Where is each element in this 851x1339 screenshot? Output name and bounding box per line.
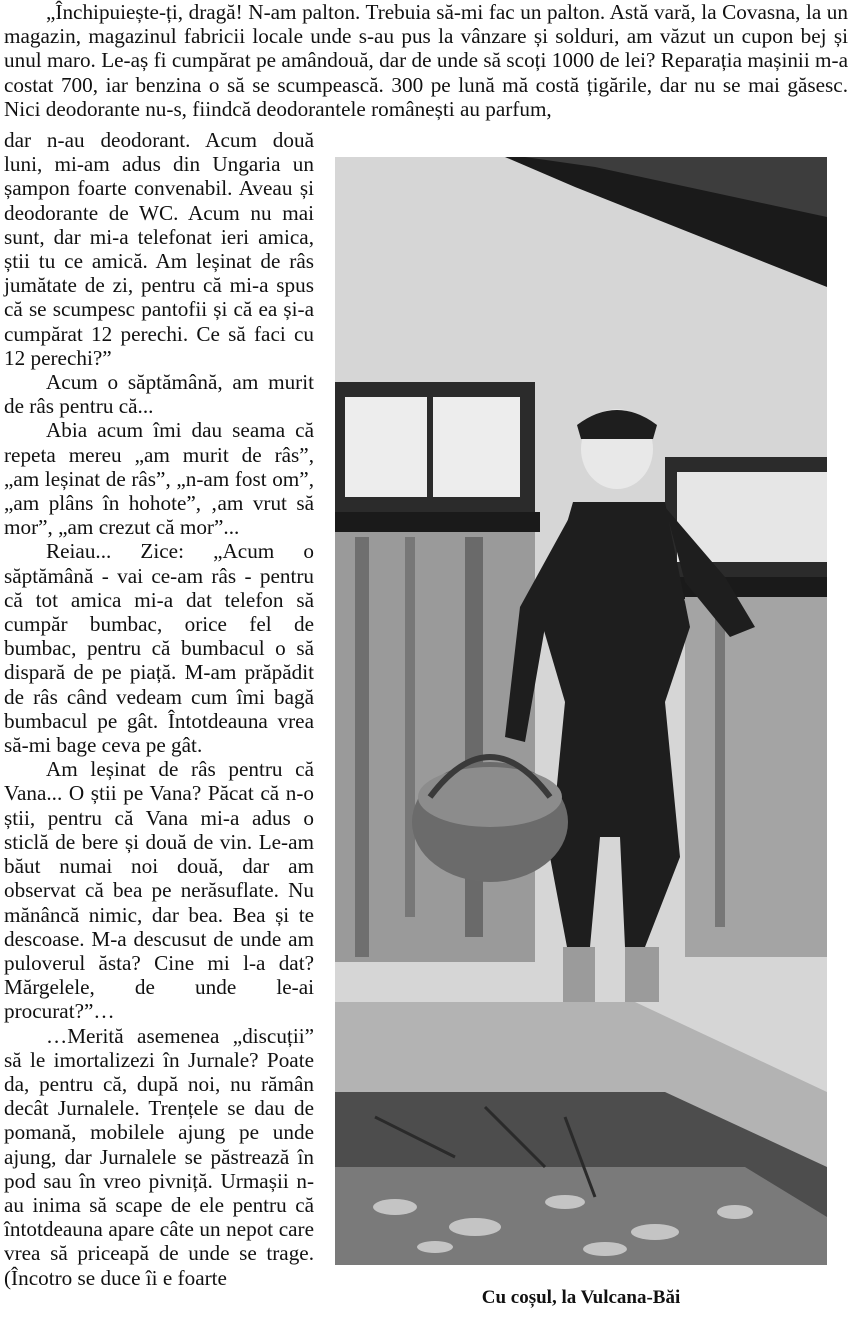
- photo-wall-streak: [715, 597, 725, 927]
- photo-wall-streak: [355, 537, 369, 957]
- photo-boot-left: [563, 947, 595, 1002]
- photograph: [335, 157, 827, 1265]
- top-paragraph: „Închipuiește-ți, dragă! N-am palton. Trebuia să-mi fac un palton. Astă vară, la Covasna, la un magazin, magazinul fabricii locale unde s-au pus la vânzare și solduri, am văzut un cupon bej și unul maro. Le-aș fi cumpărat pe amândouă, dar de unde să scoți 1000 de lei? Reparația mașinii m-a costat 700, iar benzina o să se scumpească. 300 pe lună mă costă țigările, dar nu se mai găsesc. Nici deodorante nu-s, fiindcă deodorantele românești au parfum,: [4, 0, 848, 121]
- photo-boot-right: [625, 947, 659, 1002]
- column-paragraph: …Merită asemenea „discuții” să le imortalizezi în Jurnale? Poate da, pentru că, după noi, nu rămân decât Jurnalele. Trențele se dau de pomană, mobilele ajung pe unde ajung, dar Jurnalele se păstrează în pod sau în vreo pivniță. Urmașii n-au inima să scape de ele pentru că întotdeauna apare câte un nepot care vrea să priceapă de unde se trage. (Încotro se duce îi e foarte: [4, 1023, 314, 1290]
- photo-gravel: [335, 1167, 827, 1265]
- column-paragraph: dar n-au deodorant. Acum două luni, mi-am adus din Ungaria un șampon foarte convenabil. Aveau și deodorante de WC. Acum nu mai sunt, dar mi-a telefonat ieri amica, știi tu ce amică. Am leșinat de râs jumătate de zi, pentru că mi-a spus că se scumpesc pantofii și că ea și-a cumpărat 12 perechi. Ce să faci cu 12 perechi?”: [4, 128, 314, 370]
- photo-wall-stain-right: [685, 597, 827, 957]
- photo-illustration: [335, 157, 827, 1265]
- photo-basket-rim: [418, 767, 562, 827]
- photo-caption: Cu coșul, la Vulcana-Băi: [481, 1287, 681, 1308]
- column-paragraph: Acum o săptămână, am murit de râs pentru că...: [4, 370, 314, 419]
- top-paragraph-block: [4, 0, 848, 121]
- photo-wall-streak: [405, 537, 415, 917]
- text-column: [4, 128, 314, 1290]
- photo-window-sill: [335, 512, 540, 532]
- column-paragraph: Reiau... Zice: „Acum o săptămână - vai ce-am râs - pentru că tot amica mi-a dat telefon să cumpăr bumbac, orice fel de bumbac, pentru că bumbacul o să dispară de pe piață. M-am prăpădit de râs când vedeam cum îmi bagă bumbacul pe gât. Întotdeauna vrea să-mi bage ceva pe gât.: [4, 539, 314, 758]
- column-paragraph: Am leșinat de râs pentru că Vana... O știi pe Vana? Păcat că n-o știi, pentru că Vana mi-a adus o sticlă de bere și două de vin. Le-am băut numai noi două, dar am observat că bea pe nerăsuflate. Nu mănâncă nimic, dar bea. Bea și te descoase. M-a descusut de unde am puloverul ăsta? Cine mi l-a dat? Mărgelele, de unde le-ai procurat?”…: [4, 757, 314, 1024]
- column-paragraph: Abia acum îmi dau seama că repeta mereu „am murit de râs”, „am leșinat de râs”, „n-am fost om”, „am plâns în hohote”, ‚am vrut să mor”, „am crezut că mor”...: [4, 418, 314, 540]
